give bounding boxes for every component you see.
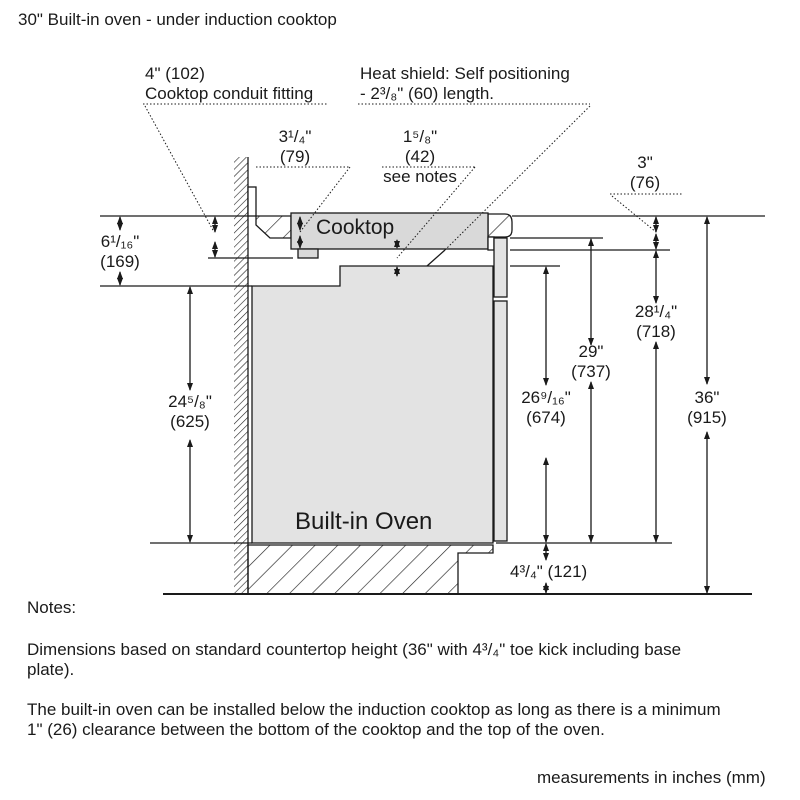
heat-shield-length: - 2³/₈" (60) length. — [360, 84, 495, 103]
dim-oven-height-in: 26⁹/₁₆" — [521, 388, 571, 407]
conduit-callout — [145, 64, 313, 104]
dim-total-in: 36" — [694, 388, 720, 407]
dim-cutout-28-in: 28¹/₄" — [634, 302, 678, 321]
dim-oven-height — [511, 388, 581, 428]
cooktop-thickness-in: 3¹/₄" — [278, 127, 312, 146]
note-2: The built-in oven can be installed below the induction cooktop as long as there is a minimum 1" (26) clearance between the bottom of the cooktop and the top of the oven. — [27, 700, 721, 739]
heat-shield-callout — [360, 64, 570, 104]
cooktop-label: Cooktop — [316, 216, 395, 239]
cooktop-thickness-callout — [265, 127, 325, 167]
clearance-see-notes: see notes — [383, 167, 457, 186]
dim-cutout-28 — [621, 302, 691, 342]
oven-label: Built-in Oven — [295, 508, 433, 535]
dim-cutout-29 — [556, 342, 626, 382]
built-in-oven — [252, 266, 493, 543]
dim-left-oven-in: 24⁵/₈" — [168, 392, 212, 411]
dim-cutout-28-mm: (718) — [636, 322, 676, 341]
heat-shield-label: Heat shield: Self positioning — [360, 64, 570, 83]
clearance-in: 1⁵/₈" — [402, 127, 438, 146]
notes-heading: Notes: — [27, 598, 77, 617]
cooktop-conduit-fitting — [298, 249, 318, 258]
conduit-label: Cooktop conduit fitting — [145, 84, 314, 103]
wall — [234, 157, 248, 595]
dim-toe-kick: 4³/₄" (121) — [510, 562, 588, 581]
toe-kick-base — [248, 545, 493, 594]
dim-left-top-mm: (169) — [100, 252, 140, 271]
countertop-right — [488, 214, 512, 237]
clearance-mm: (42) — [404, 147, 436, 166]
countertop-left — [256, 216, 291, 238]
oven-door-lower — [494, 301, 507, 541]
oven-door-upper — [494, 238, 507, 297]
cooktop-thickness-mm: (79) — [279, 147, 311, 166]
diagram-title: 30" Built-in oven - under induction cooktop — [18, 10, 337, 29]
heat-shield — [427, 250, 445, 266]
dim-left-top-in: 6¹/₁₆" — [100, 232, 140, 251]
dim-total-mm: (915) — [687, 408, 727, 427]
clearance-callout — [370, 127, 470, 187]
dim-cutout-29-mm: (737) — [571, 362, 611, 381]
trim-in: 3" — [637, 153, 653, 172]
trim-mm: (76) — [629, 173, 661, 192]
dim-total — [672, 388, 742, 428]
dim-left-oven-mm: (625) — [170, 412, 210, 431]
conduit-size: 4" (102) — [145, 64, 205, 83]
dim-left-oven — [155, 392, 225, 432]
dim-left-top — [85, 232, 155, 272]
units-note: measurements in inches (mm) — [537, 768, 766, 787]
note-1: Dimensions based on standard countertop height (36" with 4³/₄" toe kick including base plate). — [27, 640, 682, 679]
dim-oven-height-mm: (674) — [526, 408, 566, 427]
trim-callout — [615, 153, 675, 193]
dim-cutout-29-in: 29" — [578, 342, 604, 361]
